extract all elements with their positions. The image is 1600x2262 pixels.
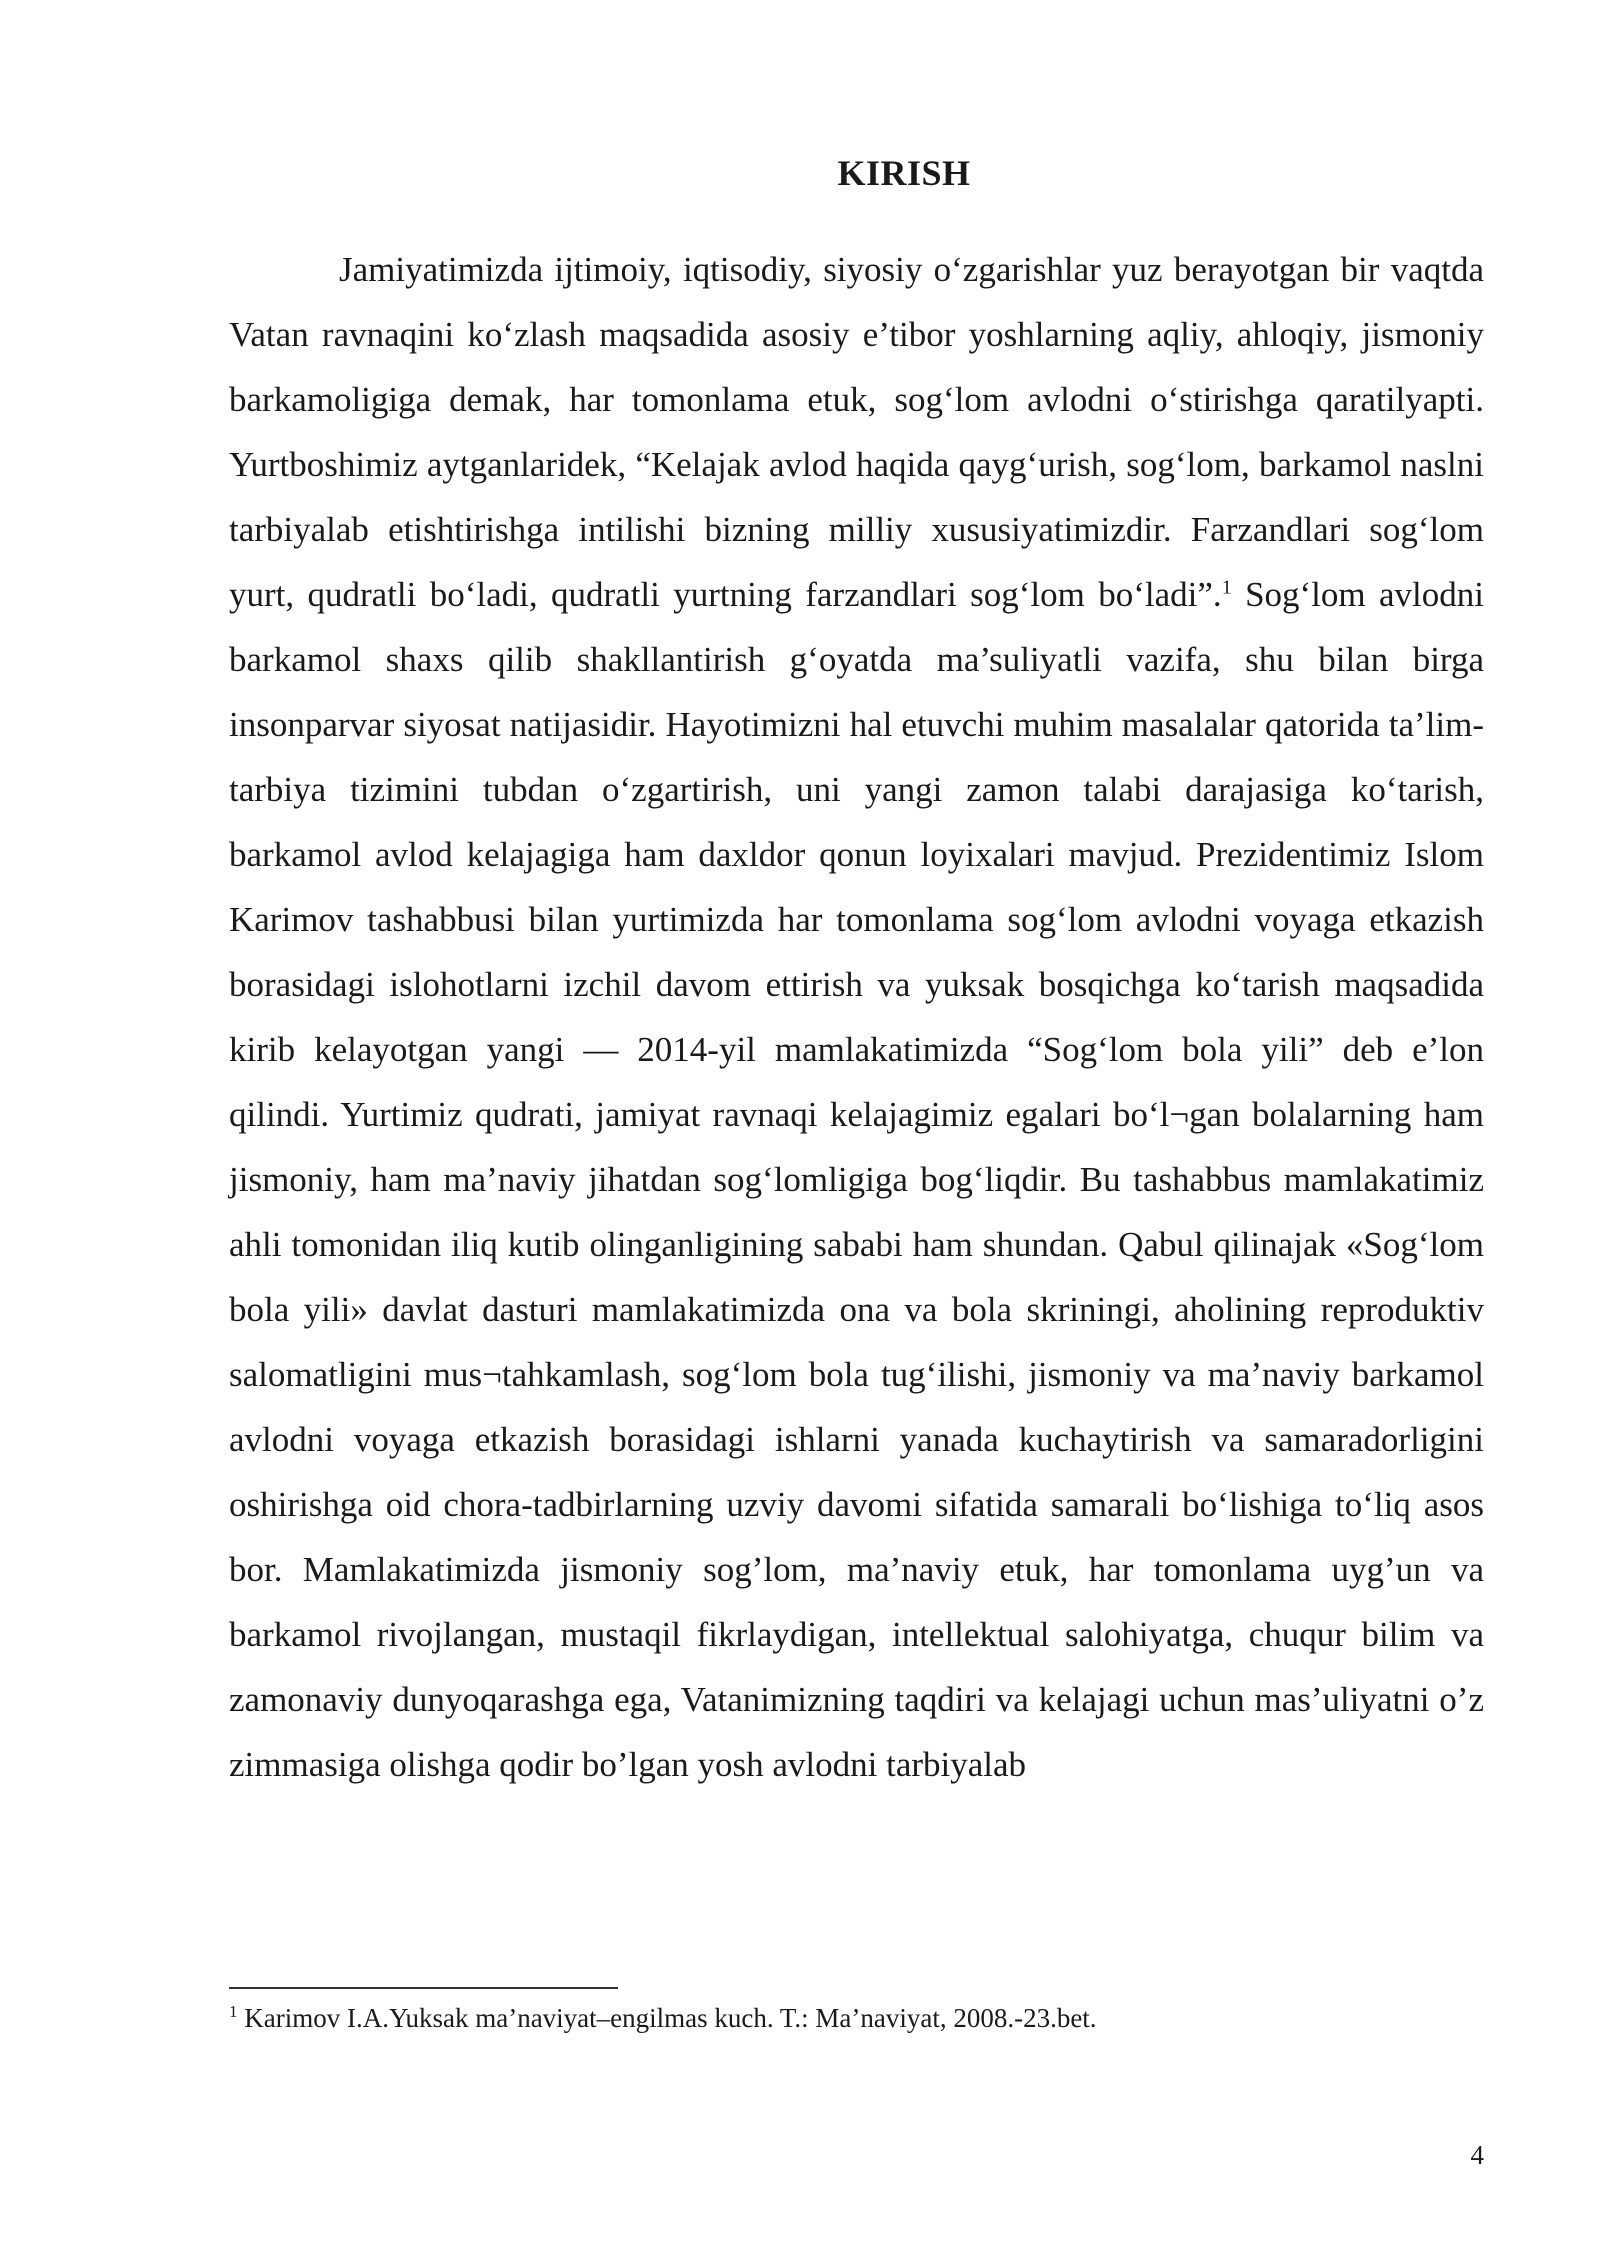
footnote — [229, 2000, 1484, 2036]
footnote-text: Karimov I.A.Yuksak ma’naviyat–engilmas kuch. T.: Ma’naviyat, 2008.-23.bet. — [237, 2003, 1097, 2033]
footnote-reference[interactable]: 1 — [1221, 576, 1232, 599]
footnote-number: 1 — [229, 2002, 238, 2021]
body-paragraph — [229, 237, 1484, 1797]
paragraph-text-part-1: Jamiyatimizda ijtimoiy, iqtisodiy, siyosiy o‘zgarishlar yuz berayotgan bir vaqtda Vatan ravnaqini ko‘zlash maqsadida asosiy e’tibor yoshlarning aqliy, ahloqiy, jismoniy barkamoligiga demak, har tomonlama etuk, sog‘lom avlodni o‘stirishga qaratilyapti. Yurtboshimiz aytganlaridek, “Kelajak avlod haqida qayg‘urish, sog‘lom, barkamol naslni tarbiyalab etishtirishga intilishi bizning milliy xususiyatimizdir. Farzandlari sog‘lom yurt, qudratli bo‘ladi, qudratli yurtning farzandlari sog‘lom bo‘ladi”. — [229, 250, 1484, 614]
page-number: 4 — [1470, 2140, 1484, 2170]
paragraph-text-part-2: Sog‘lom avlodni barkamol shaxs qilib shakllantirish g‘oyatda ma’suliyatli vazifa, shu bilan birga insonparvar siyosat natijasidir. Hayotimizni hal etuvchi muhim masalalar qatorida ta’lim-tarbiya tizimini tubdan o‘zgartirish, uni yangi zamon talabi darajasiga ko‘tarish, barkamol avlod kelajagiga ham daxldor qonun loyixalari mavjud. Prezidentimiz Islom Karimov tashabbusi bilan yurtimizda har tomonlama sog‘lom avlodni voyaga etkazish borasidagi islohotlarni izchil davom ettirish va yuksak bosqichga ko‘tarish maqsadida kirib kelayotgan yangi — 2014-yil mamlakatimizda “Sog‘lom bola yili” deb e’lon qilindi. Yurtimiz qudrati, jamiyat ravnaqi kelajagimiz egalari bo‘l¬gan bolalarning ham jismoniy, ham ma’naviy jihatdan sog‘lomligiga bog‘liqdir. Bu tashabbus mamlakatimiz ahli tomonidan iliq kutib olinganligining sababi ham shundan. Qabul qilinajak «Sog‘lom bola yili» davlat dasturi mamlakatimizda ona va bola skriningi, aholining reproduktiv salomatligini mus¬tahkamlash, sog‘lom bola tug‘ilishi, jismoniy va ma’naviy barkamol avlodni voyaga etkazish borasidagi ishlarni yanada kuchaytirish va samaradorligini oshirishga oid chora-tadbirlarning uzviy davomi sifatida samarali bo‘lishiga to‘liq asos bor. Mamlakatimizda jismoniy sog’lom, ma’naviy etuk, har tomonlama uyg’un va barkamol rivojlangan, mustaqil fikrlaydigan, intellektual salohiyatga, chuqur bilim va zamonaviy dunyoqarashga ega, Vatanimizning taqdiri va kelajagi uchun mas’uliyatni o’z zimmasiga olishga qodir bo’lgan yosh avlodni tarbiyalab — [229, 575, 1484, 1784]
footnote-separator — [229, 1987, 618, 1989]
section-heading: KIRISH — [837, 153, 971, 193]
